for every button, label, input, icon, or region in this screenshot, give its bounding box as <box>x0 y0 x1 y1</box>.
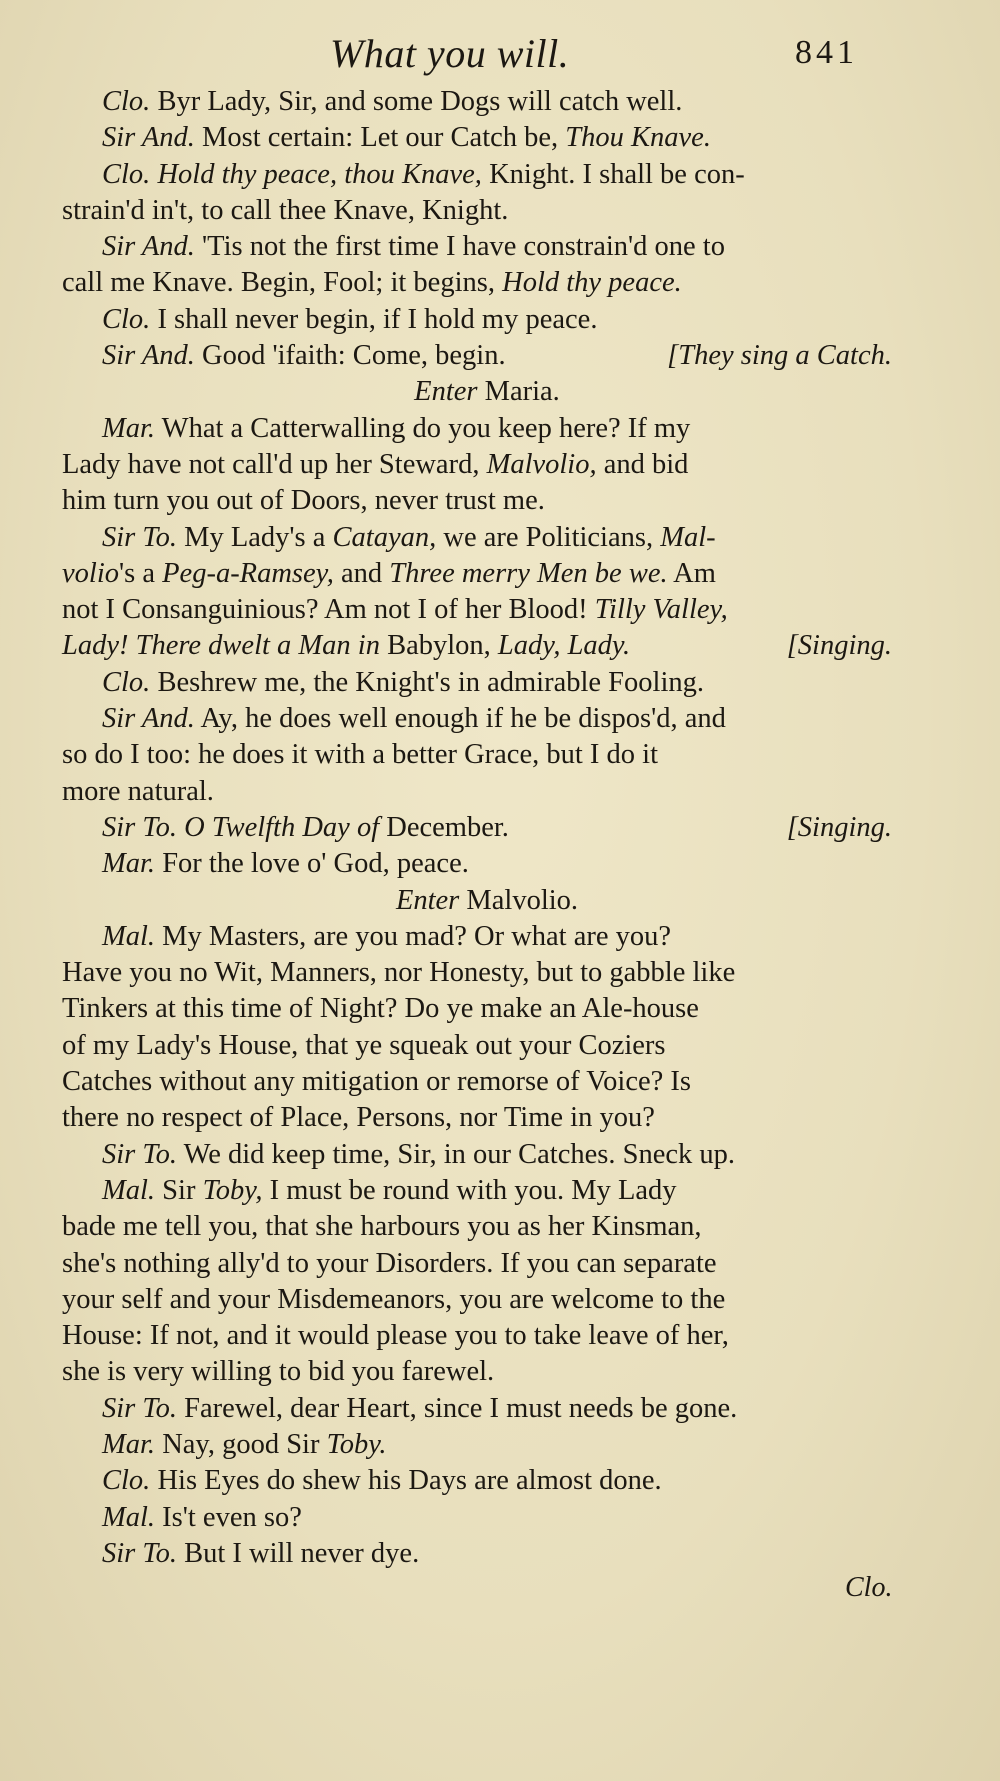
text-line <box>62 1536 892 1572</box>
text-line <box>62 193 892 229</box>
italic-text: O Twelfth Day of <box>177 811 380 843</box>
line-text: Beshrew me, the Knight's in admirable Fooling. <box>150 666 704 698</box>
speaker-name: Mal. <box>102 1501 156 1533</box>
italic-text: Thou Knave. <box>565 122 711 154</box>
text-line <box>62 1100 892 1136</box>
line-text: But I will never dye. <box>177 1537 420 1569</box>
line-text: call me Knave. Begin, Fool; it begins, <box>62 267 503 299</box>
text-line <box>62 1318 892 1354</box>
text-line <box>62 955 892 991</box>
line-text: His Eyes do shew his Days are almost done. <box>150 1465 662 1497</box>
text-line <box>62 628 892 664</box>
line-text: Nay, good Sir <box>155 1428 327 1460</box>
text-line <box>62 701 892 737</box>
text-line <box>62 120 892 156</box>
running-title: What you will. <box>330 31 570 76</box>
text-line <box>62 1209 892 1245</box>
line-text: December. <box>379 811 509 843</box>
text-line <box>62 1064 892 1100</box>
line-text: Am <box>667 557 716 589</box>
line-text: there no respect of Place, Persons, nor Time in you? <box>62 1102 655 1134</box>
speaker-name: Sir To. <box>102 521 177 553</box>
italic-text: Malvolio, <box>486 448 597 480</box>
text-line <box>62 1427 892 1463</box>
line-text: Have you no Wit, Manners, nor Honesty, but to gabble like <box>62 957 736 989</box>
text-line <box>62 374 892 410</box>
line-text: House: If not, and it would please you to take leave of her, <box>62 1320 729 1352</box>
line-text: Lady have not call'd up her Steward, <box>62 448 487 480</box>
italic-text: Three merry Men be we. <box>389 557 668 589</box>
line-text: your self and your Misdemeanors, you are welcome to the <box>62 1283 726 1315</box>
italic-text: Enter <box>414 376 478 408</box>
line-text: we are Politicians, <box>436 521 661 553</box>
text-line <box>62 1173 892 1209</box>
line-text: What a Catterwalling do you keep here? If my <box>155 412 691 444</box>
speaker-name: Clo. <box>102 303 151 335</box>
text-line <box>62 483 892 519</box>
line-text: Tinkers at this time of Night? Do ye make an Ale-house <box>62 993 699 1025</box>
stage-direction: [Singing. <box>786 630 892 662</box>
text-line <box>62 1463 892 1499</box>
text-line <box>62 1500 892 1536</box>
text-line <box>62 229 892 265</box>
speaker-name: Clo. <box>102 86 151 117</box>
italic-text: Hold thy peace, thou Knave, <box>150 158 482 190</box>
line-text: not I Consanguinious? Am not I of her Blood! <box>62 594 595 626</box>
italic-text: Mal- <box>660 521 716 553</box>
text-line <box>62 447 892 483</box>
line-text: My Lady's a <box>177 521 333 553</box>
line-text: more natural. <box>62 775 214 807</box>
italic-text: Lady! There dwelt a Man in <box>62 630 380 662</box>
line-text: so do I too: he does it with a better Grace, but I do it <box>62 739 658 771</box>
text-line <box>62 665 892 701</box>
italic-text: Peg-a-Ramsey, <box>162 557 334 589</box>
stage-direction: [Singing. <box>786 811 892 843</box>
line-text: of my Lady's House, that ye squeak out your Coziers <box>62 1029 666 1061</box>
line-text: Most certain: Let our Catch be, <box>194 122 566 154</box>
text-line <box>62 1354 892 1390</box>
text-line <box>62 302 892 338</box>
italic-text: Toby. <box>326 1428 387 1460</box>
page-number: 841 <box>795 34 858 71</box>
line-text: 's a <box>119 557 163 589</box>
speaker-name: Sir And. <box>102 231 195 263</box>
speaker-name: Clo. <box>102 666 151 698</box>
text-line <box>62 265 892 301</box>
text-line <box>62 846 892 882</box>
play-text <box>62 84 892 1572</box>
text-line <box>62 84 892 120</box>
text-line <box>62 520 892 556</box>
text-line <box>62 1246 892 1282</box>
text-line <box>62 1282 892 1318</box>
line-text: and bid <box>596 448 689 480</box>
page-header <box>0 30 1000 80</box>
line-text: Is't even so? <box>155 1501 302 1533</box>
line-text: she's nothing ally'd to your Disorders. If you can separate <box>62 1247 717 1279</box>
text-line <box>62 883 892 919</box>
speaker-name: Sir To. <box>102 811 177 843</box>
stage-direction: [They sing a Catch. <box>667 340 892 372</box>
italic-text: volio <box>62 557 119 589</box>
line-text: she is very willing to bid you farewel. <box>62 1356 495 1388</box>
italic-text: Lady, Lady. <box>497 630 631 662</box>
italic-text: Toby, <box>202 1174 263 1206</box>
text-line <box>62 338 892 374</box>
text-line <box>62 919 892 955</box>
speaker-name: Mar. <box>102 412 156 444</box>
line-text: Byr Lady, Sir, and some Dogs will catch well. <box>150 86 683 117</box>
text-line <box>62 1137 892 1173</box>
line-text: Farewel, dear Heart, since I must needs be gone. <box>177 1392 738 1424</box>
italic-text: Catayan, <box>332 521 437 553</box>
text-line <box>62 157 892 193</box>
line-text: bade me tell you, that she harbours you as her Kinsman, <box>62 1211 702 1243</box>
text-line <box>62 1028 892 1064</box>
line-text: Knight. I shall be con- <box>481 158 745 190</box>
speaker-name: Sir To. <box>102 1138 177 1170</box>
speaker-name: Mal. <box>102 920 156 952</box>
speaker-name: Sir To. <box>102 1392 177 1424</box>
line-text: We did keep time, Sir, in our Catches. Sneck up. <box>177 1138 736 1170</box>
text-line <box>62 1391 892 1427</box>
line-text: and <box>333 557 390 589</box>
speaker-name: Sir To. <box>102 1537 177 1569</box>
text-line <box>62 592 892 628</box>
line-text: Good 'ifaith: Come, begin. <box>194 340 506 372</box>
speaker-name: Mal. <box>102 1174 156 1206</box>
line-text: Babylon, <box>379 630 498 662</box>
line-text: him turn you out of Doors, never trust me. <box>62 485 545 517</box>
speaker-name: Clo. <box>102 1465 151 1497</box>
catchword: Clo. <box>845 1572 893 1603</box>
line-text: strain'd in't, to call thee Knave, Knight. <box>62 194 509 226</box>
line-text: I shall never begin, if I hold my peace. <box>150 303 598 335</box>
line-text: My Masters, are you mad? Or what are you? <box>155 920 672 952</box>
speaker-name: Mar. <box>102 848 156 880</box>
speaker-name: Sir And. <box>102 340 195 372</box>
text-line <box>62 737 892 773</box>
line-text: Catches without any mitigation or remorse of Voice? Is <box>62 1066 691 1098</box>
line-text: 'Tis not the first time I have constrain'd one to <box>194 231 725 263</box>
line-text: Maria. <box>477 376 560 408</box>
text-line <box>62 810 892 846</box>
line-text: Ay, he does well enough if he be dispos'd, and <box>194 703 726 735</box>
speaker-name: Clo. <box>102 158 151 190</box>
italic-text: Enter <box>395 884 460 916</box>
speaker-name: Sir And. <box>102 703 195 735</box>
line-text: I must be round with you. My Lady <box>262 1174 677 1206</box>
speaker-name: Mar. <box>102 1428 156 1460</box>
text-line <box>62 411 892 447</box>
text-line <box>62 556 892 592</box>
line-text: Sir <box>155 1174 203 1206</box>
line-text: Malvolio. <box>459 884 579 916</box>
italic-text: Tilly Valley, <box>594 594 728 626</box>
italic-text: Hold thy peace. <box>502 267 682 299</box>
line-text: For the love o' God, peace. <box>155 848 469 880</box>
speaker-name: Sir And. <box>102 122 195 154</box>
text-line <box>62 991 892 1027</box>
text-line <box>62 774 892 810</box>
